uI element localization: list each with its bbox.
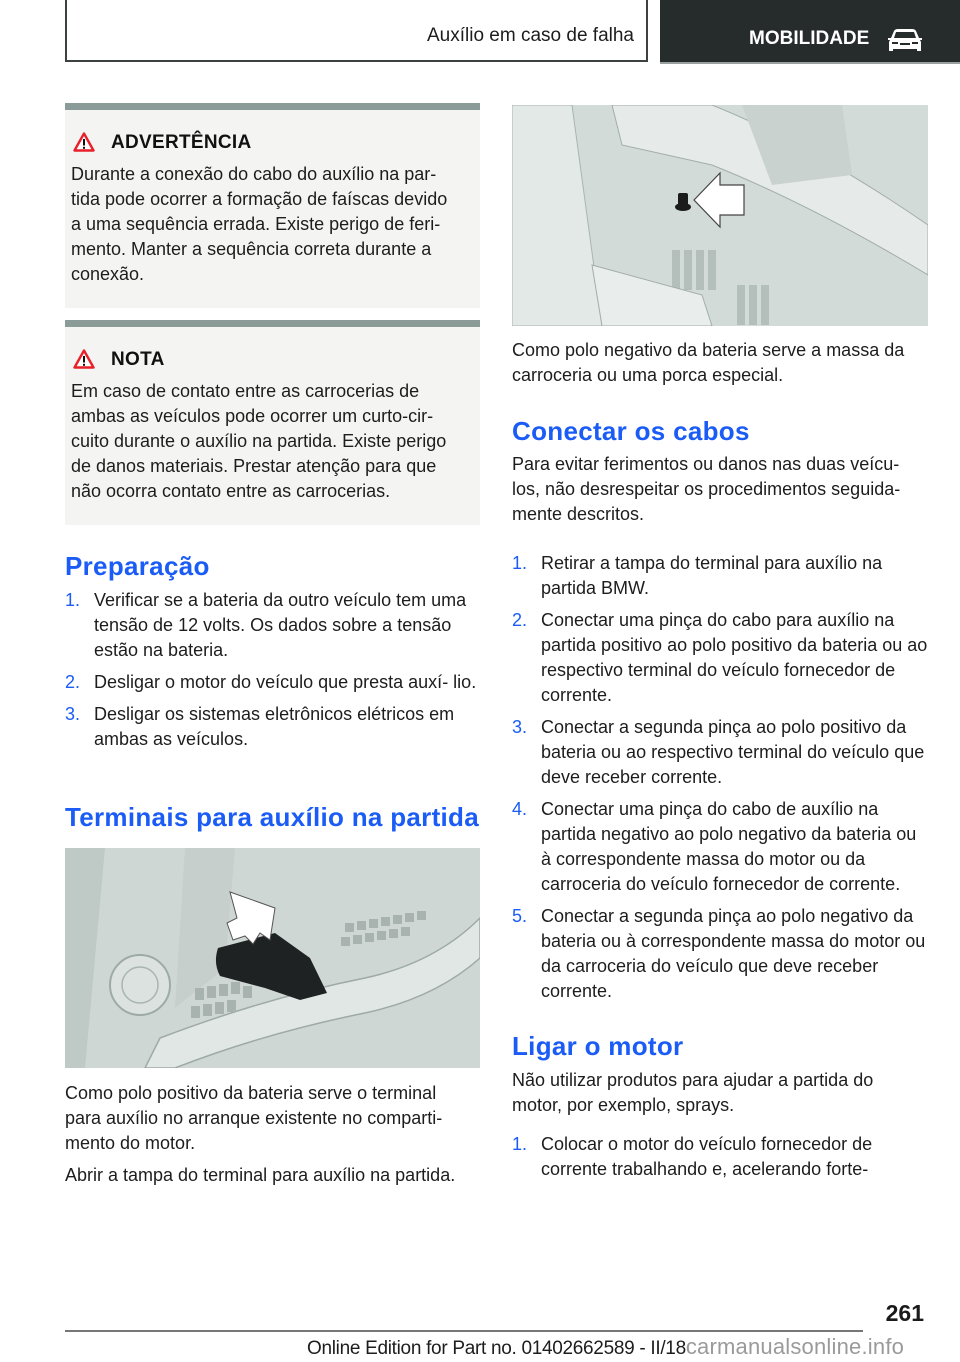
warning-body [71,162,472,287]
list-item [512,904,928,1004]
connect-intro [512,452,932,527]
intro-line: los, não desrespeitar os procedimentos seguida- [512,479,901,499]
list-item [512,608,928,708]
note-line: Em caso de contato entre as carrocerias de [71,381,420,401]
list-item [65,670,480,695]
list-number: 3. [512,717,528,737]
intro-line: motor, por exemplo, sprays. [512,1095,735,1115]
warning-line: a uma sequência errada. Existe perigo de feri- [71,214,441,234]
list-item [512,1132,928,1182]
intro-line: Não utilizar produtos para ajudar a partida do [512,1070,874,1090]
footer-divider [65,1330,863,1332]
note-line: ambas as veículos pode ocorrer um curto-cir- [71,406,434,426]
list-text: Verificar se a bateria da outro veículo tem uma tensão de 12 volts. Os dados sobre a tensão estão na bateria. [94,590,467,660]
list-item [65,702,480,752]
heading-start-engine: Ligar o motor [512,1031,684,1061]
ground-nut-illustration [512,105,928,326]
list-text: Desligar os sistemas eletrônicos elétricos em ambas as veículos. [94,704,455,749]
intro-line: mente descritos. [512,504,645,524]
note-title: NOTA [111,349,165,370]
heading-preparation: Preparação [65,551,210,581]
caption-line: Como polo negativo da bateria serve a massa da [512,340,905,360]
list-text: Conectar uma pinça do cabo para auxílio na partida positivo ao polo positivo da bateria ou ao respectivo terminal do veículo fornecedor de corrente. [541,610,928,705]
list-number: 1. [65,590,81,610]
ground-nut-figure [512,105,928,326]
list-number: 1. [512,553,528,573]
list-number: 3. [65,704,81,724]
caption-line: Como polo positivo da bateria serve o terminal [65,1083,437,1103]
terminal-instruction: Abrir a tampa do terminal para auxílio na partida. [65,1165,456,1185]
list-number: 2. [65,672,81,692]
callout-bar [65,103,480,110]
watermark-link[interactable]: carmanualsonline.info [685,1334,905,1359]
warning-title: ADVERTÊNCIA [111,132,252,153]
list-text: Retirar a tampa do terminal para auxílio na partida BMW. [541,553,883,598]
running-header-section [65,0,648,62]
list-item [512,551,928,601]
list-text: Conectar a segunda pinça ao polo positivo da bateria ou ao respectivo terminal do veículo que deve receber corrente. [541,717,925,787]
warning-line: tida pode ocorrer a formação de faíscas devido [71,189,448,209]
note-line: de danos materiais. Prestar atenção para que [71,456,437,476]
caption-line: mento do motor. [65,1133,196,1153]
list-number: 5. [512,906,528,926]
callout-bar [65,320,480,327]
section-title: Auxílio em caso de falha [426,25,634,46]
list-item [512,715,928,790]
chapter-title: MOBILIDADE [749,28,870,49]
list-text: Colocar o motor do veículo fornecedor de corrente trabalhando e, acelerando forte- [541,1134,873,1179]
caption-line: carroceria ou uma porca especial. [512,365,784,385]
note-line: não ocorra contato entre as carrocerias. [71,481,391,501]
note-callout [65,320,480,525]
list-item [512,797,928,897]
list-text: Conectar uma pinça do cabo de auxílio na partida negativo ao polo negativo da bateria ou à correspondente massa do motor ou da carroceria do veículo fornecedor de corrente. [541,799,917,894]
warning-triangle-icon [73,349,95,369]
start-intro [512,1068,932,1118]
intro-line: Para evitar ferimentos ou danos nas duas veícu- [512,454,900,474]
list-number: 4. [512,799,528,819]
warning-triangle-icon [73,132,95,152]
ground-caption [512,338,932,388]
list-number: 2. [512,610,528,630]
terminal-figure [65,848,480,1068]
warning-line: Durante a conexão do cabo do auxílio na par- [71,164,437,184]
warning-callout [65,103,480,308]
heading-connect-cables: Conectar os cabos [512,416,750,446]
footer-edition [307,1334,904,1360]
warning-line: conexão. [71,264,145,284]
note-line: cuito durante o auxílio na partida. Existe perigo [71,431,447,451]
edition-text: Online Edition for Part no. 01402662589 - II/18 [307,1338,686,1359]
note-body [71,379,472,504]
list-number: 1. [512,1134,528,1154]
car-front-icon [886,28,924,54]
heading-terminals: Terminais para auxílio na partida [65,802,479,832]
warning-line: mento. Manter a sequência correta durante a [71,239,432,259]
caption-line: para auxílio no arranque existente no comparti- [65,1108,443,1128]
terminal-caption [65,1081,480,1156]
list-text: Conectar a segunda pinça ao polo negativo da bateria ou à correspondente massa do motor ou da carroceria do veículo que deve receber corrente. [541,906,926,1001]
preparation-list [65,588,480,759]
list-text: Desligar o motor do veículo que presta auxí- lio. [94,672,477,692]
engine-compartment-illustration [65,848,480,1068]
list-item [65,588,480,663]
start-list [512,1132,928,1189]
page-number: 261 [885,1300,924,1326]
connect-list [512,551,928,1011]
